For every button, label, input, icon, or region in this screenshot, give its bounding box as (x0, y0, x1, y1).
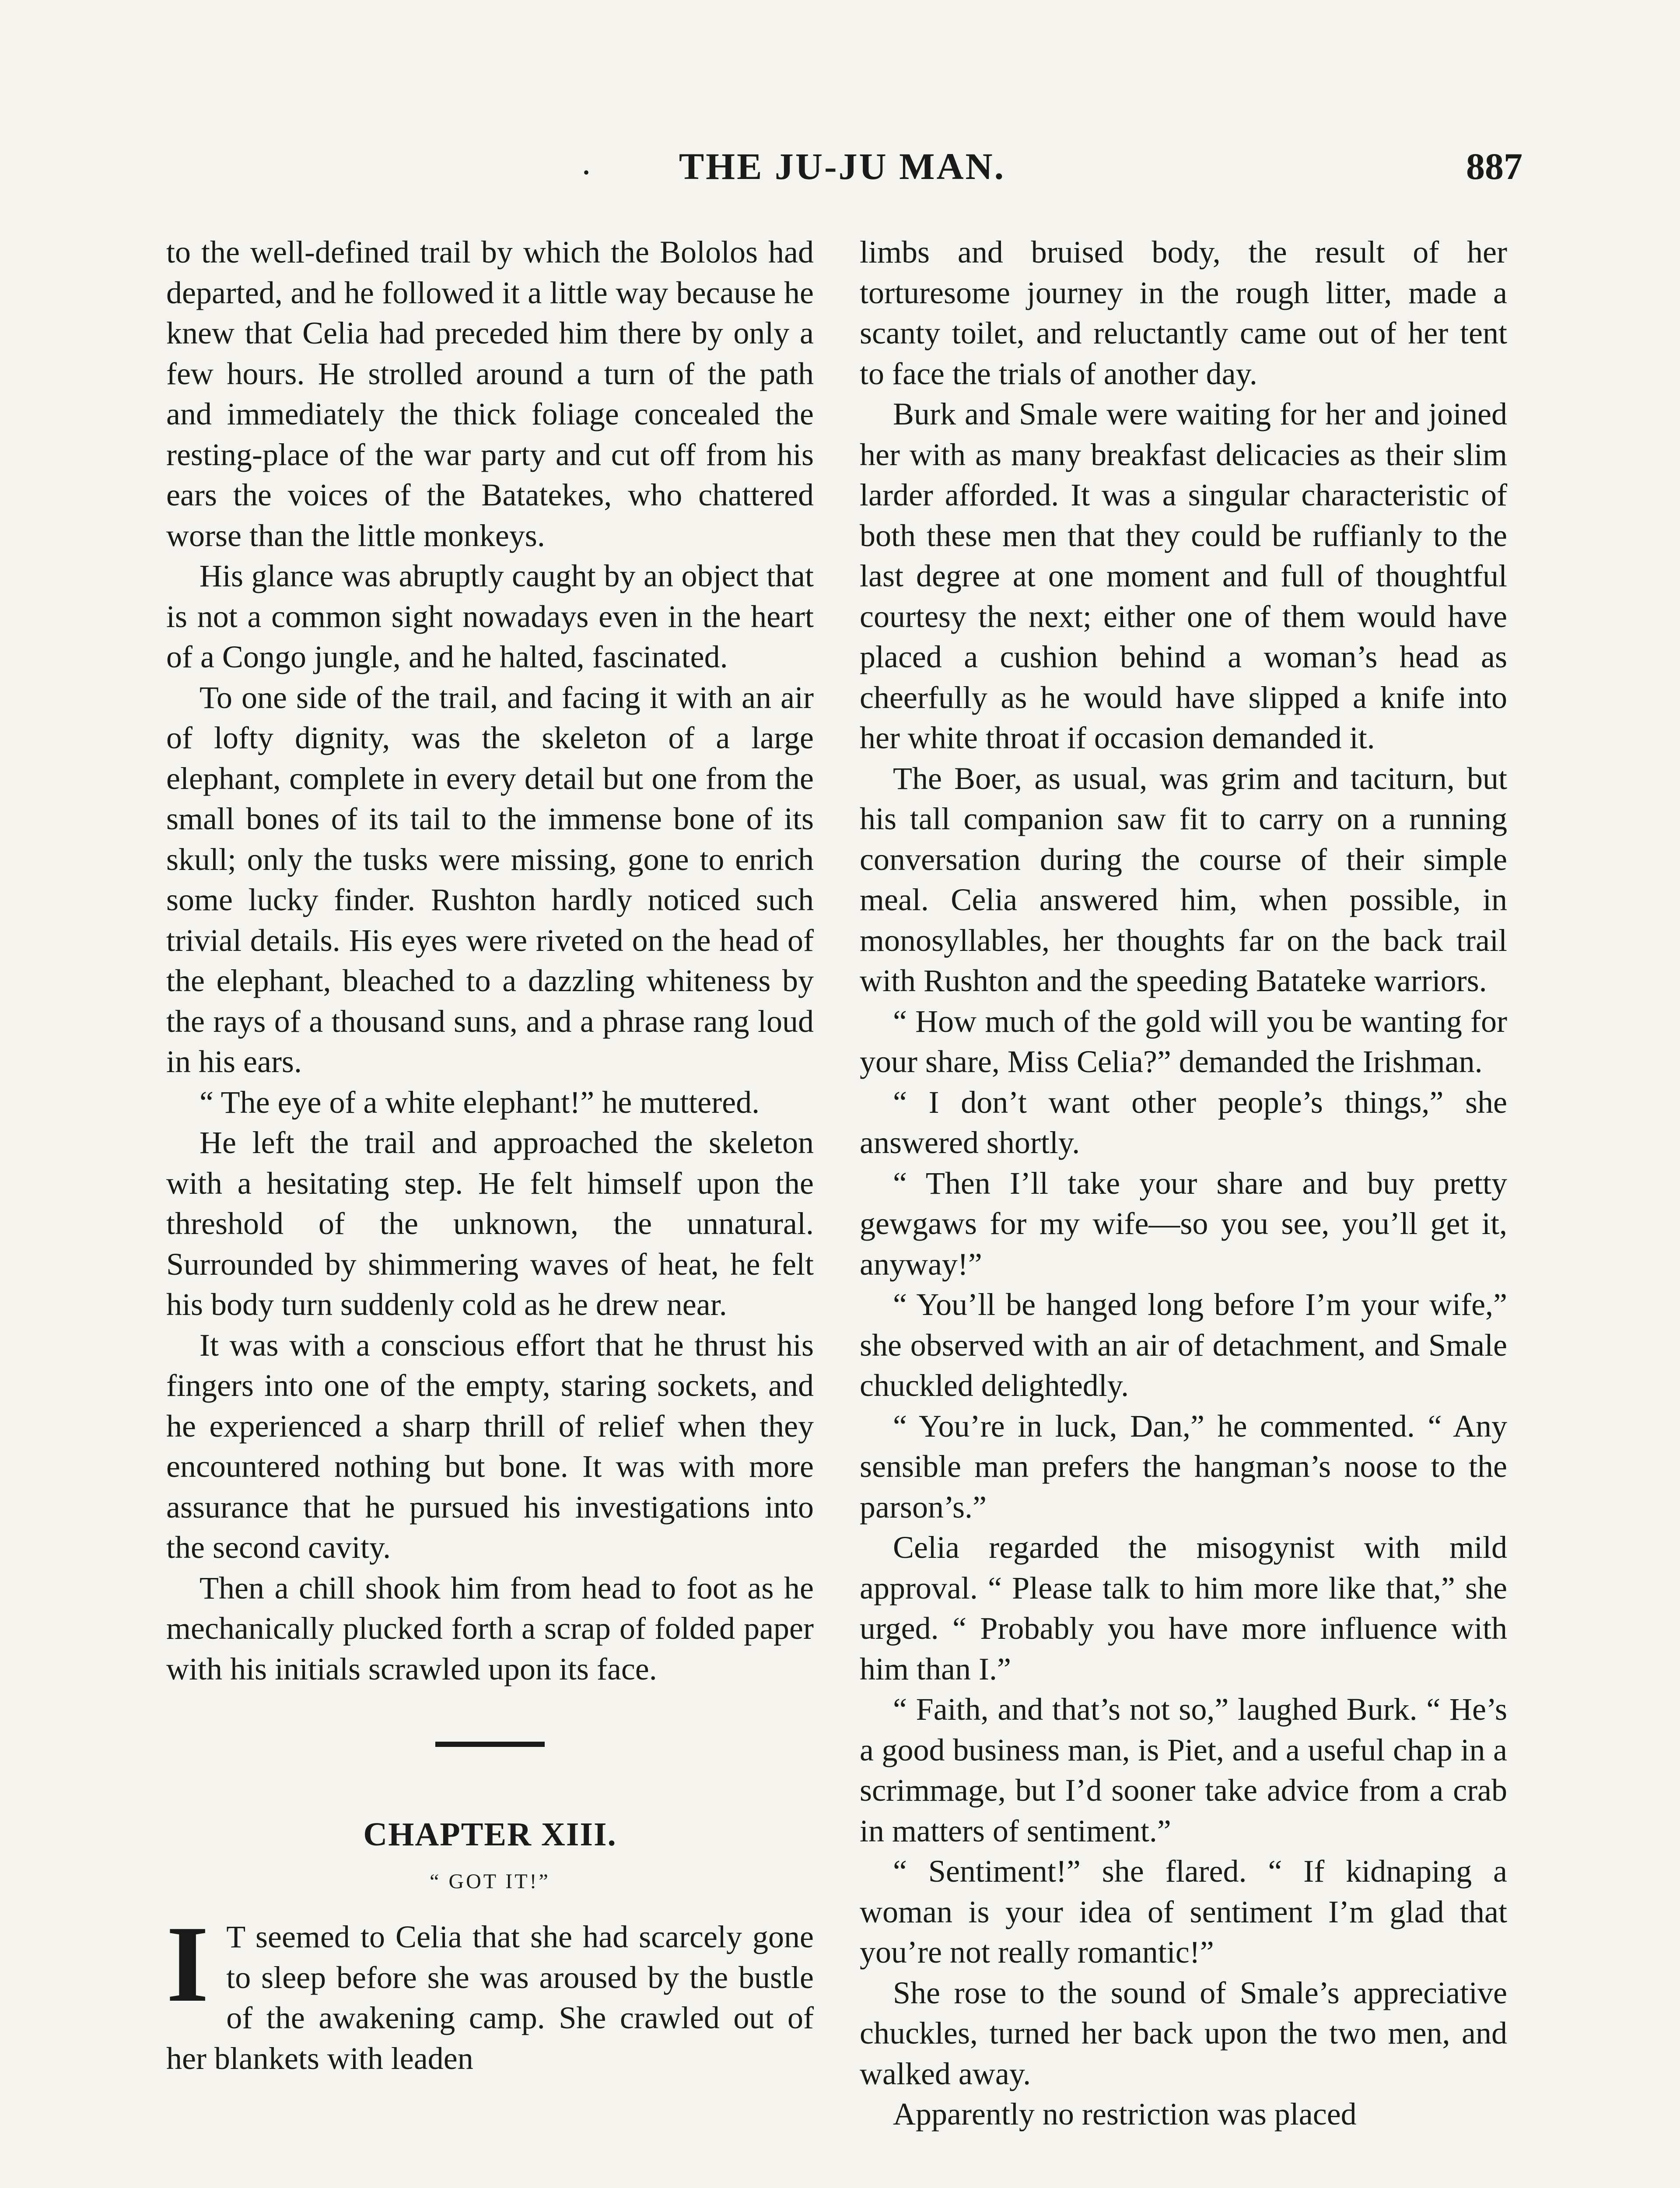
paragraph: limbs and bruised body, the result of her torturesome journey in the rough litter, made a scanty toilet, and reluctantly came out of her tent to face the trials of another day. (860, 235, 1507, 391)
paragraph: to the well-defined trail by which the Bololos had departed, and he followed it a little way because he knew that Celia had preceded him there by only a few hours. He strolled around a turn of the path and immediately the thick foliage concealed the resting-place of the war party and cut off from his ears the voices of the Batatekes, who chattered worse than the little monkeys. (166, 235, 814, 553)
page-number: 887 (1466, 145, 1522, 187)
header-dot: · (582, 158, 591, 187)
running-title: THE JU-JU MAN. (679, 145, 1006, 187)
left-column (166, 232, 814, 2079)
paragraph: To one side of the trail, and facing it with an air of lofty dignity, was the skeleton of a large elephant, complete in every detail but one from the small bones of its tail to the immense bone of its skull; only the tusks were missing, gone to enrich some lucky finder. Rushton hardly noticed such trivial details. His eyes were riveted on the head of the elephant, bleached to a dazzling whiteness by the rays of a thousand suns, and a phrase rang loud in his ears. (166, 680, 814, 1079)
paragraph: “ Sentiment!” she flared. “ If kidnaping a woman is your idea of sentiment I’m glad that you’re not really romantic!” (860, 1854, 1507, 1970)
paragraph: He left the trail and approached the skeleton with a hesitating step. He felt himself upon the threshold of the unknown, the unnatural. Surrounded by shimmering waves of heat, he felt his body turn suddenly cold as he drew near. (166, 1125, 814, 1322)
paragraph: Celia regarded the misogynist with mild approval. “ Please talk to him more like that,” she urged. “ Probably you have more influence with him than I.” (860, 1530, 1507, 1687)
paragraph: “ Faith, and that’s not so,” laughed Burk. “ He’s a good business man, is Piet, and a useful chap in a scrimmage, but I’d sooner take advice from a crab in matters of sentiment.” (860, 1692, 1507, 1848)
paragraph: She rose to the sound of Smale’s appreciative chuckles, turned her back upon the two men, and walked away. (860, 1975, 1507, 2091)
chapter-heading: CHAPTER XIII. (363, 1816, 617, 1853)
paragraph: “ You’ll be hanged long before I’m your wife,” she observed with an air of detachment, and Smale chuckled delightedly. (860, 1287, 1507, 1403)
chapter-opening-paragraph (166, 1904, 814, 2079)
paragraph: His glance was abruptly caught by an object that is not a common sight nowadays even in the heart of a Congo jungle, and he halted, fascinated. (166, 558, 814, 674)
right-column (860, 232, 1507, 2135)
paragraph: “ You’re in luck, Dan,” he commented. “ Any sensible man prefers the hangman’s noose to the parson’s.” (860, 1408, 1507, 1525)
paragraph: It was with a conscious effort that he thrust his fingers into one of the empty, staring sockets, and he experienced a sharp thrill of relief when they encountered nothing but bone. It was with more assurance that he pursued his investigations into the second cavity. (166, 1327, 814, 1565)
paragraph: “ The eye of a white elephant!” he muttered. (200, 1084, 760, 1120)
paragraph: Apparently no restriction was placed (893, 2097, 1357, 2132)
running-header (162, 144, 1522, 206)
paragraph: “ How much of the gold will you be wanting for your share, Miss Celia?” demanded the Irishman. (860, 1003, 1507, 1079)
paragraph: Burk and Smale were waiting for her and joined her with as many breakfast delicacies as their slim larder afforded. It was a singular characteristic of both these men that they could be ruffianly to the last degree at one moment and full of thoughtful courtesy the next; either one of them would have placed a cushion behind a woman’s head as cheerfully as he would have slipped a knife into her white throat if occasion demanded it. (860, 396, 1507, 755)
section-divider (435, 1742, 545, 1747)
drop-cap: I (166, 1904, 209, 2025)
paragraph: Then a chill shook him from head to foot as he mechanically plucked forth a scrap of folded paper with his initials scrawled upon its face. (166, 1570, 814, 1687)
paragraph: “ Then I’ll take your share and buy pretty gewgaws for my wife—so you see, you’ll get it, anyway!” (860, 1165, 1507, 1282)
chapter-subtitle: “ GOT IT!” (430, 1870, 550, 1893)
paragraph: “ I don’t want other people’s things,” she answered shortly. (860, 1084, 1507, 1160)
chapter-opening-text: T seemed to Celia that she had scarcely gone to sleep before she was aroused by the bustle of the awakening camp. She crawled out of her blankets with leaden (166, 1919, 814, 2076)
paragraph: The Boer, as usual, was grim and taciturn, but his tall companion saw fit to carry on a running conversation during the course of their simple meal. Celia answered him, when possible, in monosyllables, her thoughts far on the back trail with Rushton and the speeding Batateke warriors. (860, 761, 1507, 998)
